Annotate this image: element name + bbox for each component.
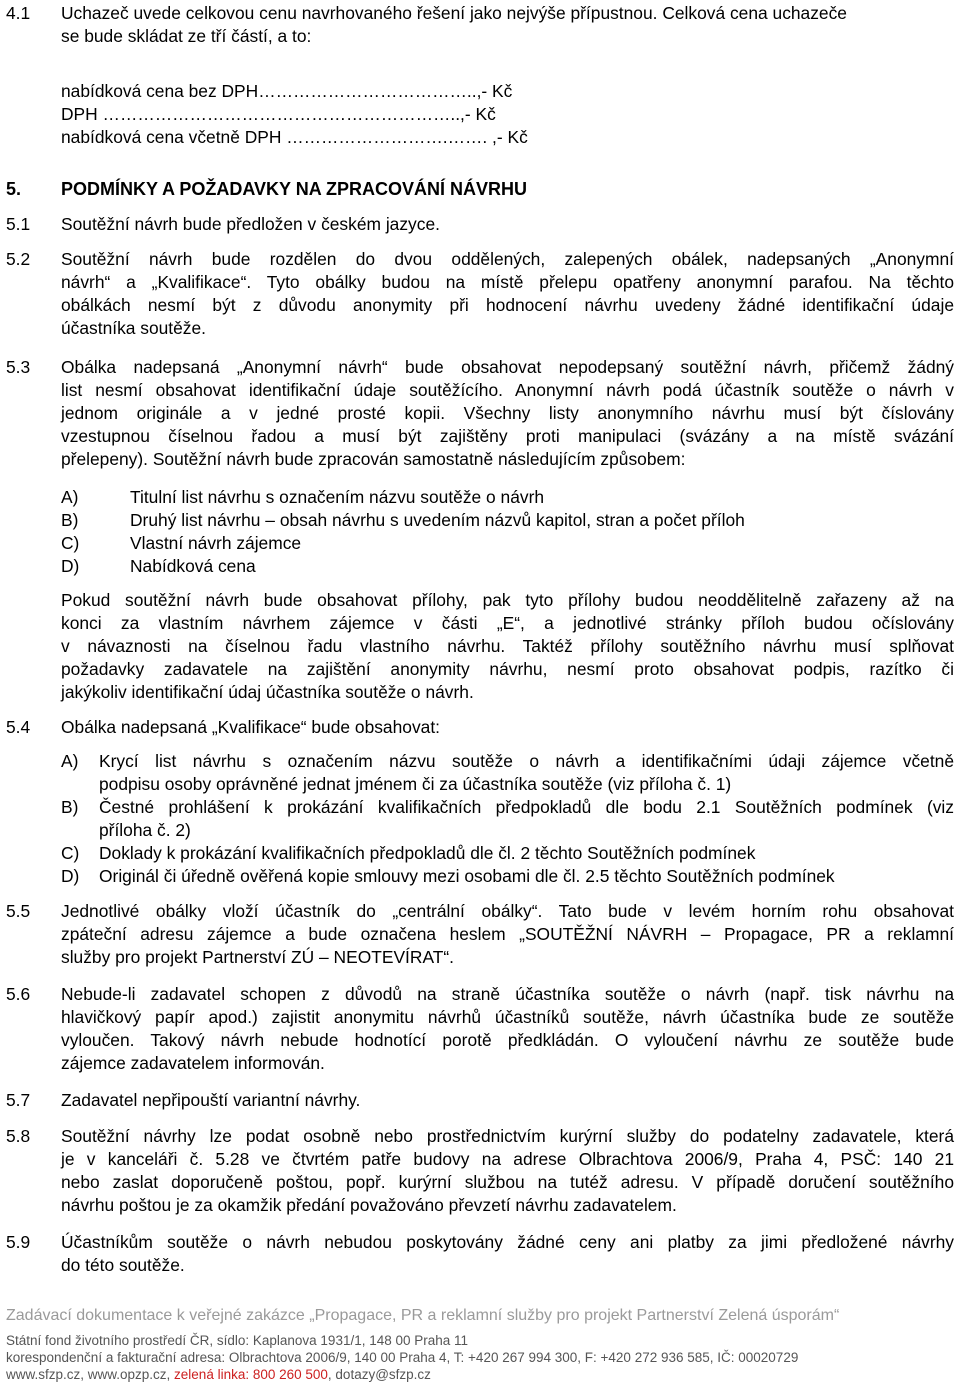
paragraph-line: Soutěžní návrhy lze podat osobně nebo prostřednictvím kurýrní služby do podatelny zadavatele, která bbox=[61, 1126, 954, 1146]
paragraph-line: přelepeny). Soutěžní návrh bude zpracován samostatně následujícím způsobem: bbox=[61, 449, 686, 469]
green-line-phone: zelená linka: 800 260 500 bbox=[174, 1367, 328, 1382]
paragraph-line: Uchazeč uvede celkovou cenu navrhovaného řešení jako nejvýše přípustnou. Celková cena uchazeče bbox=[61, 3, 847, 23]
section-number: 5.5 bbox=[6, 901, 31, 921]
paragraph-line: Zadavatel nepřipouští variantní návrhy. bbox=[61, 1090, 361, 1110]
paragraph-line: nebo zaslat doporučeně poštou, popř. kurýrní službou na tutéž adresu. V případě doručení soutěžního bbox=[61, 1172, 954, 1192]
price-line-without-vat: nabídková cena bez DPH………………………………..,- Kč bbox=[61, 81, 513, 101]
section-number: 5.9 bbox=[6, 1232, 31, 1252]
section-title: PODMÍNKY A POŽADAVKY NA ZPRACOVÁNÍ NÁVRHU bbox=[61, 179, 528, 199]
paragraph-line: Nebude-li zadavatel schopen z důvodů na straně účastníka soutěže o návrh (např. tisk návrhu na bbox=[61, 984, 954, 1004]
section-number: 5.1 bbox=[6, 214, 31, 234]
section-number: 4.1 bbox=[6, 3, 31, 23]
paragraph-line: účastníka soutěže. bbox=[61, 318, 207, 338]
paragraph-line: list nesmí obsahovat identifikační údaje soutěžícího. Anonymní návrh podá účastník soutěže o návrh v bbox=[61, 380, 954, 400]
section-number: 5.2 bbox=[6, 249, 31, 269]
paragraph-line: obálkách nesmí být z důvodu anonymity při hodnocení návrhu uvedeny žádné identifikační údaje bbox=[61, 295, 954, 315]
paragraph-line: vyloučen. Takový návrh nebude hodnotící porotě předkládán. O vyloučení návrhu ze soutěže bude bbox=[61, 1030, 954, 1050]
paragraph-line: konci za vlastním návrhem zájemce v části „E“, a jednotlivé stránky příloh budou očíslovány bbox=[61, 613, 954, 633]
section-number: 5.6 bbox=[6, 984, 31, 1004]
footer-contacts: www.sfzp.cz, www.opzp.cz, zelená linka: 800 260 500, dotazy@sfzp.cz bbox=[6, 1367, 431, 1382]
document-page: 4.1 Uchazeč uvede celkovou cenu navrhovaného řešení jako nejvýše přípustnou. Celková cena uchazeče se bude skládat ze tří částí, a to: nabídková cena bez DPH………………………………..,- Kč DPH ……………………………………………………..,- Kč nabídková cena včetně DPH ……………………….……. ,- Kč 5. PODMÍNKY A POŽADAVKY NA ZPRACOVÁNÍ NÁVRHU 5.1 Soutěžní návrh bude předložen v českém jazyce. 5.2 Soutěžní návrh bude rozdělen do dvou oddělených, zalepených obálek, nadepsaných „Anonymní návrh“ a „Kvalifikace“. Tyto obálky budou na místě přelepu opatřeny anonymní parafou. Na těchto obálkách nesmí být z důvodu anonymity při hodnocení návrhu uvedeny žádné identifikační údaje účastníka soutěže. 5.3 Obálka nadepsaná „Anonymní návrh“ bude obsahovat nepodepsaný soutěžní návrh, přičemž žádný list nesmí obsahovat identifikační údaje soutěžícího. Anonymní návrh podá účastník soutěže o návrh v jednom originále a v jedné prosté kopii. Všechny listy anonymního návrhu musí být číslovány vzestupnou číselnou řadou a musí být zajištěny proti manipulaci (svázány a na místě svázání přelepeny). Soutěžní návrh bude zpracován samostatně následujícím způsobem: A) Titulní list návrhu s označením názvu soutěže o návrh B) Druhý list návrhu – obsah návrhu s uvedením názvů kapitol, stran a počet příloh C) Vlastní návrh zájemce D) Nabídková cena Pokud soutěžní návrh bude obsahovat přílohy, pak tyto přílohy budou neoddělitelně zařazeny až na konci za vlastním návrhem zájemce v části „E“, a jednotlivé stránky příloh budou očíslovány v návaznosti na číselnou řadu vlastního návrhu. Taktéž přílohy soutěžního návrhu musí splňovat požadavky zadavatele na zajištění anonymity návrhu, nesmí proto obsahovat podpis, razítko či jakýkoliv identifikační údaj účastníka soutěže o návrh. 5.4 Obálka nadepsaná „Kvalifikace“ bude obsahovat: A) Krycí list návrhu s označením názvu soutěže o návrh a identifikačními údaji zájemce včetně podpisu osoby oprávněné jednat jménem či za účastníka soutěže (viz příloha č. 1) B) Čestné prohlášení k prokázání kvalifikačních předpokladů dle bodu 2.1 Soutěžních podmínek (viz příloha č. 2) C) Doklady k prokázání kvalifikačních předpokladů dle čl. 2 těchto Soutěžních podmínek D) Originál či úředně ověřená kopie smlouvy mezi osobami dle čl. 2.5 těchto Soutěžních podmínek 5.5 Jednotlivé obálky vloží účastník do „centrální obálky“. Tato bude v levém horním rohu obsahovat zpáteční adresu zájemce a bude označena heslem „SOUTĚŽNÍ NÁVRH – Propagace, PR a reklamní služby pro projekt Partnerství ZÚ – NEOTEVÍRAT“. 5.6 Nebude-li zadavatel schopen z důvodů na straně účastníka soutěže o návrh (např. tisk návrhu na hlavičkový papír apod.) zajistit anonymitu návrhů účastníků soutěže, návrh účastníka bude ze soutěže vyloučen. Takový návrh nebude hodnotící porotě předkládán. O vyloučení návrhu ze soutěže bude zájemce zadavatelem informován. 5.7 Zadavatel nepřipouští variantní návrhy. 5.8 Soutěžní návrhy lze podat osobně nebo prostřednictvím kurýrní služby do podatelny zadavatele, která je v kanceláři č. 5.28 ve čtvrtém patře budovy na adrese Olbrachtova 2006/9, Praha 4, PSČ: 140 21 nebo zaslat doporučeně poštou, popř. kurýrní službou na tutéž adresu. V případě doručení soutěžního návrhu poštou je za okamžik předání považováno převzetí návrhu zadavatelem. 5.9 Účastníkům soutěže o návrh nebudou poskytovány žádné ceny ani platby za jimi předložené návrhy do této soutěže. Zadávací dokumentace k veřejné zakázce „Propagace, PR a reklamní služby pro projekt Partnerství Zelená úsporám“ Státní fond životního prostředí ČR, sídlo: Kaplanova 1931/1, 148 00 Praha 11 korespondenční a fakturační adresa: Olbrachtova 2006/9, 140 00 Praha 4, T: +420 267 994 300, F: +420 272 936 585, IČ: 00020729 www.sfzp.cz, www.opzp.cz, zelená linka: 800 260 500, dotazy@sfzp.cz bbox=[0, 0, 960, 1381]
paragraph-line: Pokud soutěžní návrh bude obsahovat přílohy, pak tyto přílohy budou neoddělitelně zařazeny až na bbox=[61, 590, 954, 610]
paragraph-line: hlavičkový papír apod.) zajistit anonymitu návrhů účastníků soutěže, návrh účastníka bude ze soutěže bbox=[61, 1007, 954, 1027]
paragraph-line: se bude skládat ze tří částí, a to: bbox=[61, 26, 312, 46]
footer-title: Zadávací dokumentace k veřejné zakázce „Propagace, PR a reklamní služby pro projekt Partnerství Zelená úsporám“ bbox=[6, 1307, 840, 1324]
section-number: 5.3 bbox=[6, 357, 31, 377]
paragraph-line: je v kanceláři č. 5.28 ve čtvrtém patře budovy na adrese Olbrachtova 2006/9, Praha 4, PSČ: 140 21 bbox=[61, 1149, 954, 1169]
paragraph-line: jakýkoliv identifikační údaj účastníka soutěže o návrh. bbox=[61, 682, 474, 702]
paragraph-line: vzestupnou číselnou řadou a musí být zajištěny proti manipulaci (svázány a na místě svázání bbox=[61, 426, 954, 446]
paragraph-line: zpáteční adresu zájemce a bude označena heslem „SOUTĚŽNÍ NÁVRH – Propagace, PR a reklamní bbox=[61, 924, 954, 944]
price-line-vat: DPH ……………………………………………………..,- Kč bbox=[61, 104, 496, 124]
paragraph-line: Obálka nadepsaná „Anonymní návrh“ bude obsahovat nepodepsaný soutěžní návrh, přičemž žádný bbox=[61, 357, 954, 377]
paragraph-line: Obálka nadepsaná „Kvalifikace“ bude obsahovat: bbox=[61, 717, 440, 737]
paragraph-line: jednom originále a v jedné prosté kopii. Všechny listy anonymního návrhu musí být číslovány bbox=[61, 403, 954, 423]
section-number: 5.7 bbox=[6, 1090, 31, 1110]
price-line-with-vat: nabídková cena včetně DPH ……………………….……. ,- Kč bbox=[61, 127, 528, 147]
paragraph-line: Soutěžní návrh bude předložen v českém jazyce. bbox=[61, 214, 440, 234]
paragraph-line: služby pro projekt Partnerství ZÚ – NEOTEVÍRAT“. bbox=[61, 947, 455, 967]
paragraph-line: návrh“ a „Kvalifikace“. Tyto obálky budou na místě přelepu opatřeny anonymní parafou. Na těchto bbox=[61, 272, 954, 292]
footer-correspondence: korespondenční a fakturační adresa: Olbrachtova 2006/9, 140 00 Praha 4, T: +420 267 994 300, F: +420 272 936 585, IČ: 00020729 bbox=[6, 1350, 799, 1365]
paragraph-line: do této soutěže. bbox=[61, 1255, 185, 1275]
paragraph-line: návrhu poštou je za okamžik předání považováno převzetí návrhu zadavatelem. bbox=[61, 1195, 677, 1215]
paragraph-line: Účastníkům soutěže o návrh nebudou poskytovány žádné ceny ani platby za jimi předložené návrhy bbox=[61, 1232, 954, 1252]
paragraph-line: zájemce zadavatelem informován. bbox=[61, 1053, 325, 1073]
section-number: 5.4 bbox=[6, 717, 31, 737]
section-number: 5.8 bbox=[6, 1126, 31, 1146]
footer-address: Státní fond životního prostředí ČR, sídlo: Kaplanova 1931/1, 148 00 Praha 11 bbox=[6, 1333, 469, 1348]
paragraph-line: Soutěžní návrh bude rozdělen do dvou oddělených, zalepených obálek, nadepsaných „Anonymní bbox=[61, 249, 954, 269]
paragraph-line: v návaznosti na číselnou řadu vlastního návrhu. Taktéž přílohy soutěžního návrhu musí splňovat bbox=[61, 636, 954, 656]
paragraph-line: Jednotlivé obálky vloží účastník do „centrální obálky“. Tato bude v levém horním rohu obsahovat bbox=[61, 901, 954, 921]
paragraph-line: požadavky zadavatele na zajištění anonymity návrhu, nesmí proto obsahovat podpis, razítko či bbox=[61, 659, 954, 679]
section-number: 5. bbox=[6, 179, 22, 199]
